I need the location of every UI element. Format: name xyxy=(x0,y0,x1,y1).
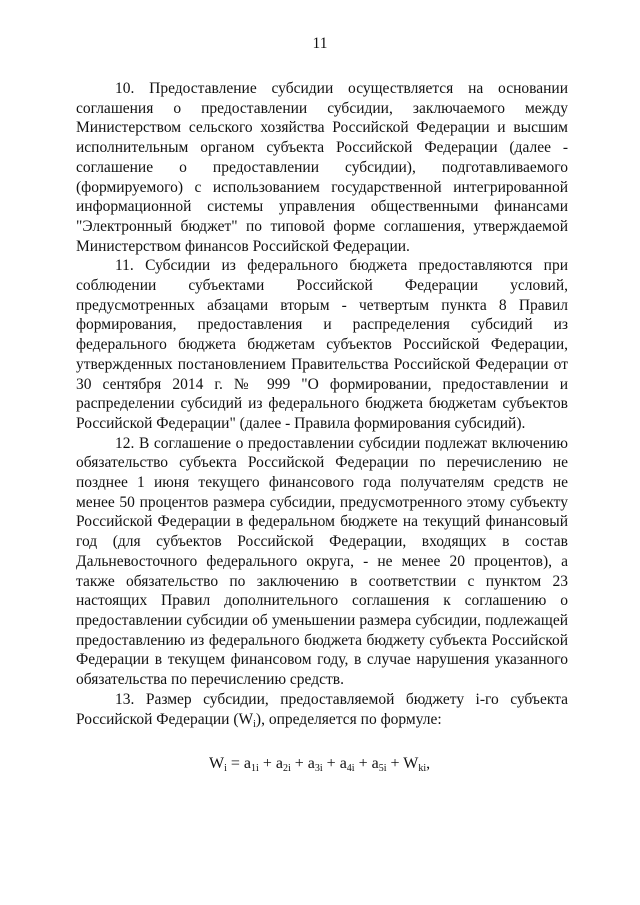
formula-term-base: a xyxy=(275,755,283,772)
formula-term-base: a xyxy=(307,755,315,772)
formula-term-sub: ki xyxy=(418,763,427,774)
formula-plus: + xyxy=(354,755,372,772)
formula-term xyxy=(308,755,323,772)
formula-term-sub: 3i xyxy=(314,763,323,774)
formula-term-sub: 5i xyxy=(378,763,387,774)
formula-term xyxy=(244,755,259,772)
formula-terms xyxy=(244,755,426,772)
paragraph-12: 12. В соглашение о предоставлении субсидии подлежат включению обязательство субъекта Российской Федерации по перечислению не позднее 1 июня текущего финансового года получателям средств не менее 50 процентов размера субсидии, предусмотренного этому субъекту Российской Федерации в федеральном бюджете на текущий финансовый год (для субъектов Российской Федерации, входящих в состав Дальневосточного федерального округа, - не менее 20 процентов), а также обязательство по заключению в соответствии с пунктом 23 настоящих Правил дополнительного соглашения к соглашению о предоставлении субсидии об уменьшении размера субсидии, подлежащей предоставлению из федерального бюджета бюджету субъекта Российской Федерации в текущем финансовом году, в случае нарушения указанного обязательства по перечислению средств. xyxy=(76,434,568,689)
paragraph-13-text-start: 13. Размер субсидии, предоставляемой бюджету i-го субъекта Российской Федерации (W xyxy=(76,690,568,728)
formula-term-sub: 2i xyxy=(282,763,291,774)
formula-term-sub: 1i xyxy=(251,763,259,774)
paragraph-13 xyxy=(76,690,568,729)
formula-plus: + xyxy=(386,755,404,772)
formula-term xyxy=(372,755,387,772)
paragraph-11: 11. Субсидии из федерального бюджета предоставляются при соблюдении субъектами Российской Федерации условий, предусмотренных абзацами вторым - четвертым пункта 8 Правил формирования, предоставления и распределения субсидий из федерального бюджета бюджетам субъектов Российской Федерации, утвержденных постановлением Правительства Российской Федерации от 30 сентября 2014 г. № 999 "О формировании, предоставлении и распределении субсидий из федерального бюджета бюджетам субъектов Российской Федерации" (далее - Правила формирования субсидий). xyxy=(76,257,568,432)
formula-plus: + xyxy=(258,755,276,772)
page-number: 11 xyxy=(312,35,328,52)
formula-term xyxy=(340,755,355,772)
formula-plus: + xyxy=(322,755,340,772)
subsidy-formula xyxy=(209,753,569,775)
formula-lhs xyxy=(209,755,227,772)
formula-term xyxy=(403,755,426,772)
formula-term xyxy=(276,755,291,772)
formula-term-base: W xyxy=(403,755,419,772)
formula-trailing: , xyxy=(426,755,431,772)
formula-plus: + xyxy=(290,755,308,772)
document-body xyxy=(76,79,568,729)
formula-equals: = xyxy=(226,755,244,772)
paragraph-13-subscript: i xyxy=(253,718,256,730)
formula-term-base: a xyxy=(243,755,252,772)
formula-term-sub: 4i xyxy=(346,763,355,774)
formula-term-base: a xyxy=(371,755,379,772)
paragraph-10: 10. Предоставление субсидии осуществляется на основании соглашения о предоставлении субсидии, заключаемого между Министерством сельского хозяйства Российской Федерации и высшим исполнительным органом субъекта Российской Федерации (далее - соглашение о предоставлении субсидии), подготавливаемого (формируемого) с использованием государственной интегрированной информационной системы управления общественными финансами "Электронный бюджет" по типовой форме соглашения, утверждаемой Министерством финансов Российской Федерации. xyxy=(76,80,568,255)
formula-lhs-sub: i xyxy=(224,763,227,774)
formula-term-base: a xyxy=(339,755,347,772)
paragraph-13-text-end: ), определяется по формуле: xyxy=(255,710,442,728)
formula-lhs-base: W xyxy=(209,755,225,772)
